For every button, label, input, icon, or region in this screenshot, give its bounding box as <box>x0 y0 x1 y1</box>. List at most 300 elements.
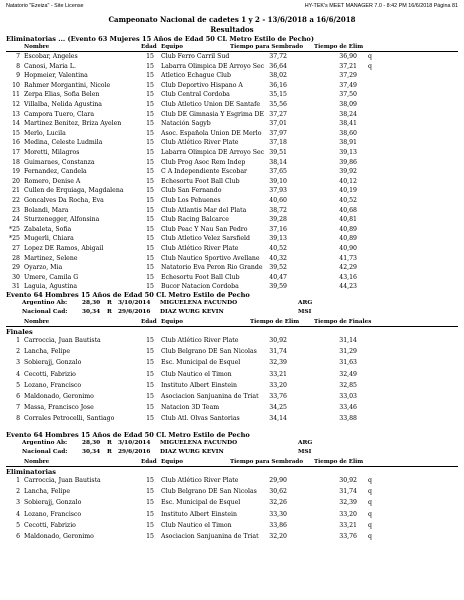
place-cell: 24 <box>12 216 20 224</box>
swimmer-name: Corrales Petrocelli, Santiago <box>24 415 115 423</box>
seed-time: 37,27 <box>269 110 287 118</box>
qualifier-mark: q <box>368 488 372 496</box>
age-cell: 15 <box>146 168 154 176</box>
record-row <box>0 300 464 309</box>
table-row <box>0 348 464 358</box>
place-cell: 13 <box>12 110 20 118</box>
record-date: 3/10/2014 <box>118 300 151 306</box>
place-cell: 6 <box>16 533 20 540</box>
result-time: 31,14 <box>339 337 357 344</box>
record-club: MSI <box>298 449 312 455</box>
result-time: 38,91 <box>339 139 357 147</box>
table-row <box>0 226 464 236</box>
result-time: 43,16 <box>339 273 357 281</box>
table-row <box>0 207 464 217</box>
record-holder: MIGUELENA FACUNDO <box>160 300 238 306</box>
divider <box>6 51 458 52</box>
table-row <box>0 393 464 403</box>
col-team: Equipo <box>161 319 184 325</box>
team-name: Club Peac Y Nau San Pedro <box>161 225 248 233</box>
col-seed: Tiempo para Sembrado <box>230 459 304 465</box>
table-row <box>0 216 464 226</box>
seed-time: 36,16 <box>269 81 287 89</box>
team-name: Club Nautico el Timon <box>161 370 232 378</box>
age-cell: 15 <box>146 129 154 137</box>
age-cell: 15 <box>146 510 154 518</box>
result-time: 40,52 <box>339 197 357 204</box>
place-cell: 4 <box>16 370 20 378</box>
age-cell: 15 <box>146 521 154 529</box>
divider <box>6 466 458 467</box>
seed-time: 40,47 <box>269 273 287 281</box>
table-row <box>0 72 464 82</box>
table-row <box>0 382 464 392</box>
result-time: 32,85 <box>339 381 357 389</box>
qualifier-mark: q <box>368 533 372 540</box>
swimmer-name: Cullen de Erquiaga, Magdalena <box>24 187 124 195</box>
place-cell: 12 <box>12 101 20 108</box>
table-row <box>0 235 464 245</box>
record-time: 30,34 <box>82 309 101 315</box>
seed-time: 31,74 <box>269 348 287 356</box>
seed-time: 40,60 <box>269 197 287 204</box>
record-flag: R <box>107 309 112 315</box>
table-row <box>0 371 464 381</box>
table-row <box>0 120 464 130</box>
result-time: 41,73 <box>339 254 357 262</box>
col-age: Edad <box>141 459 157 465</box>
place-cell: 7 <box>16 404 20 412</box>
event63-heading: Eliminatorias ... (Evento 63 Mujeres 15 Años de Edad 50 CL Metro Estilo de Pecho) <box>6 35 314 43</box>
age-cell: 15 <box>146 337 154 344</box>
seed-time: 32,20 <box>269 533 287 540</box>
age-cell: 15 <box>146 197 154 204</box>
qualifier-mark: q <box>368 477 372 484</box>
result-time: 36,90 <box>339 53 357 60</box>
team-name: Asociacion Sanjuanina de Triat <box>161 393 259 400</box>
swimmer-name: Moretti, Milagros <box>24 149 80 156</box>
team-name: Club San Fernando <box>161 187 222 195</box>
place-cell: 22 <box>12 197 20 204</box>
record-holder: DIAZ WURG KEVIN <box>160 449 224 455</box>
result-time: 32,49 <box>339 370 357 378</box>
team-name: Club Atlantis Mar del Plata <box>161 206 247 214</box>
age-cell: 15 <box>146 158 154 166</box>
seed-time: 33,30 <box>269 510 287 518</box>
age-cell: 15 <box>146 488 154 496</box>
age-cell: 15 <box>146 348 154 356</box>
record-club: MSI <box>298 309 312 315</box>
table-row <box>0 255 464 265</box>
seed-time: 40,32 <box>269 254 287 262</box>
swimmer-name: Lozano, Francisco <box>24 510 82 518</box>
team-name: Club Atlético River Plate <box>161 337 239 344</box>
place-cell: 6 <box>16 393 20 400</box>
age-cell: 15 <box>146 120 154 128</box>
event64a-heading: Evento 64 Hombres 15 Años de Edad 50 CL Metro Estilo de Pecho <box>6 291 250 299</box>
license-text: Natatorio "Ezeiza" - Site License <box>6 3 84 9</box>
table-row <box>0 337 464 347</box>
team-name: Natacion 3D Team <box>161 404 220 412</box>
record-time: 30,34 <box>82 449 101 455</box>
result-time: 31,63 <box>339 359 357 367</box>
col-final: Tiempo de Finales <box>314 319 372 325</box>
qualifier-mark: q <box>368 62 372 70</box>
team-name: Natación Sagyb <box>161 120 211 128</box>
record-row <box>0 309 464 318</box>
seed-time: 39,51 <box>269 149 287 156</box>
age-cell: 15 <box>146 91 154 99</box>
seed-time: 37,16 <box>269 225 287 233</box>
col-final: Tiempo de Elim <box>314 44 364 50</box>
team-name: Labarra Olimpica DE Arroyo Sec <box>161 62 265 70</box>
place-cell: 29 <box>12 264 20 272</box>
record-date: 29/6/2016 <box>118 309 151 315</box>
swimmer-name: Lancha, Felipe <box>24 488 71 496</box>
seed-time: 30,62 <box>269 488 287 496</box>
team-name: Club Los Pehuenes <box>161 197 221 204</box>
event64b-heading: Evento 64 Hombres 15 Años de Edad 50 CL Metro Estilo de Pecho <box>6 431 250 439</box>
col-seed: Tiempo de Elim <box>250 319 300 325</box>
place-cell: 30 <box>12 273 20 281</box>
age-cell: 15 <box>146 370 154 378</box>
place-cell: 5 <box>16 381 20 389</box>
table-row <box>0 63 464 73</box>
table-row <box>0 178 464 188</box>
table-row <box>0 533 464 543</box>
result-time: 42,29 <box>339 264 357 272</box>
team-name: Bucor Natacion Cordoba <box>161 283 239 291</box>
age-cell: 15 <box>146 283 154 291</box>
table-row <box>0 149 464 159</box>
result-time: 37,21 <box>339 62 357 70</box>
record-row <box>0 440 464 449</box>
team-name: Club Atletico Union DE Santafe <box>161 101 261 108</box>
seed-time: 37,97 <box>269 129 287 137</box>
place-cell: 7 <box>16 53 20 60</box>
table-row <box>0 511 464 521</box>
result-time: 39,86 <box>339 158 357 166</box>
result-time: 38,60 <box>339 129 357 137</box>
place-cell: 10 <box>12 81 20 89</box>
elim-label: Eliminatorias <box>6 468 56 476</box>
age-cell: 15 <box>146 359 154 367</box>
seed-time: 39,10 <box>269 177 287 185</box>
record-club: ARG <box>298 440 313 446</box>
age-cell: 15 <box>146 404 154 412</box>
swimmer-name: Escobar, Angeles <box>24 53 78 60</box>
table-row <box>0 168 464 178</box>
swimmer-name: Hopmeier, Valentina <box>24 72 88 80</box>
result-time: 40,90 <box>339 245 357 252</box>
swimmer-name: Lancha, Felipe <box>24 348 71 356</box>
result-time: 37,29 <box>339 72 357 80</box>
age-cell: 15 <box>146 206 154 214</box>
result-time: 38,09 <box>339 101 357 108</box>
result-time: 33,46 <box>339 404 357 412</box>
swimmer-name: Zerpa Elias, Sofia Belen <box>24 91 100 99</box>
place-cell: 18 <box>12 158 20 166</box>
place-cell: 9 <box>16 72 20 80</box>
place-cell: 11 <box>12 91 20 99</box>
age-cell: 15 <box>146 62 154 70</box>
swimmer-name: Merlo, Lucila <box>24 129 66 137</box>
table-row <box>0 82 464 92</box>
team-name: C A Independiente Escobar <box>161 168 247 176</box>
seed-time: 34,25 <box>269 404 287 412</box>
result-time: 40,19 <box>339 187 357 195</box>
team-name: Atletico Echague Club <box>161 72 231 80</box>
swimmer-name: Sturzenegger, Alfonsina <box>24 216 100 224</box>
seed-time: 34,14 <box>269 415 287 423</box>
team-name: Club Belgrano DE San Nicolas <box>161 488 257 496</box>
place-cell: 31 <box>12 283 20 291</box>
seed-time: 33,86 <box>269 521 287 529</box>
team-name: Club Prog Asoc Rem Indep <box>161 158 246 166</box>
swimmer-name: Sobierajj, Gonzalo <box>24 499 82 507</box>
team-name: Club Atlético River Plate <box>161 139 239 147</box>
team-name: Labarra Olimpica DE Arroyo Sec <box>161 149 265 156</box>
swimmer-name: Massa, Francisco Jose <box>24 404 94 412</box>
age-cell: 15 <box>146 415 154 423</box>
place-cell: 5 <box>16 521 20 529</box>
software-info: HY-TEK's MEET MANAGER 7.0 - 8:42 PM 16/6/2018 Página 81 <box>304 3 458 9</box>
seed-time: 37,72 <box>269 53 287 60</box>
seed-time: 32,39 <box>269 359 287 367</box>
place-cell: 15 <box>12 129 20 137</box>
team-name: Club Nautico Sportivo Avellane <box>161 254 260 262</box>
table-row <box>0 477 464 487</box>
seed-time: 36,64 <box>269 62 287 70</box>
swimmer-name: Fernandez, Candela <box>24 168 87 176</box>
swimmer-name: Rahmer Morgantini, Nicole <box>24 81 111 89</box>
seed-time: 37,18 <box>269 139 287 147</box>
result-time: 31,74 <box>339 488 357 496</box>
result-time: 33,20 <box>339 510 357 518</box>
team-name: Club Atlético River Plate <box>161 245 239 252</box>
team-name: Club DE Gimnasia Y Esgrima DE <box>161 110 264 118</box>
swimmer-name: Martinez, Selene <box>24 254 78 262</box>
swimmer-name: Villalba, Nelida Agustina <box>24 101 102 108</box>
record-label: Argentino Ab: <box>22 300 68 306</box>
team-name: Club Central Cordoba <box>161 91 230 99</box>
age-cell: 15 <box>146 149 154 156</box>
swimmer-name: Laguia, Agustina <box>24 283 78 291</box>
age-cell: 15 <box>146 477 154 484</box>
page-header <box>6 3 458 12</box>
team-name: Club Atl. Olvas Santorias <box>161 415 240 423</box>
finals-label: Finales <box>6 328 33 336</box>
table-row <box>0 274 464 284</box>
team-name: Natatorio Eva Peron Rio Grande <box>161 264 263 272</box>
swimmer-name: Medina, Celeste Ludmila <box>24 139 103 147</box>
age-cell: 15 <box>146 225 154 233</box>
result-time: 37,50 <box>339 91 357 99</box>
record-flag: R <box>107 440 112 446</box>
age-cell: 15 <box>146 235 154 243</box>
col-seed: Tiempo para Sembrado <box>230 44 304 50</box>
seed-time: 39,59 <box>269 283 287 291</box>
record-label: Nacional Cad: <box>22 449 68 455</box>
table-row <box>0 139 464 149</box>
place-cell: 4 <box>16 510 20 518</box>
result-time: 33,76 <box>339 533 357 540</box>
col-name: Nombre <box>24 459 50 465</box>
table-row <box>0 359 464 369</box>
table-row <box>0 101 464 111</box>
swimmer-name: Mugerli, Chiara <box>24 235 74 243</box>
result-time: 30,92 <box>339 477 357 484</box>
meet-title: Campeonato Nacional de cadetes 1 y 2 - 13/6/2018 a 16/6/2018 <box>108 15 356 24</box>
seed-time: 38,14 <box>269 158 287 166</box>
place-cell: 3 <box>16 499 20 507</box>
place-cell: 21 <box>12 187 20 195</box>
swimmer-name: Carroccia, Juan Bautista <box>24 337 101 344</box>
results-title: Resultados <box>210 25 254 34</box>
place-cell: 28 <box>12 254 20 262</box>
age-cell: 15 <box>146 264 154 272</box>
result-time: 40,89 <box>339 235 357 243</box>
swimmer-name: Maldonado, Geronimo <box>24 533 94 540</box>
age-cell: 15 <box>146 81 154 89</box>
qualifier-mark: q <box>368 521 372 529</box>
team-name: Club Racing Balcarce <box>161 216 229 224</box>
result-time: 33,88 <box>339 415 357 423</box>
team-name: Club Ferro Carril Sud <box>161 53 230 60</box>
result-time: 40,12 <box>339 177 357 185</box>
place-cell: 19 <box>12 168 20 176</box>
place-cell: 8 <box>16 415 20 423</box>
col-final: Tiempo de Elim <box>314 459 364 465</box>
swimmer-name: Sobierajj, Gonzalo <box>24 359 82 367</box>
place-cell: 14 <box>12 120 20 128</box>
result-time: 33,21 <box>339 521 357 529</box>
team-name: Club Nautico el Timon <box>161 521 232 529</box>
place-cell: 1 <box>16 477 20 484</box>
age-cell: 15 <box>146 254 154 262</box>
team-name: Esc. Municipal de Esquel <box>161 359 241 367</box>
swimmer-name: Carroccia, Juan Bautista <box>24 477 101 484</box>
record-holder: DIAZ WURG KEVIN <box>160 309 224 315</box>
seed-time: 37,65 <box>269 168 287 176</box>
age-cell: 15 <box>146 245 154 252</box>
table-row <box>0 111 464 121</box>
age-cell: 15 <box>146 216 154 224</box>
record-date: 29/6/2016 <box>118 449 151 455</box>
swimmer-name: Lozano, Francisco <box>24 381 82 389</box>
team-name: Asoc. Española Union DE Merlo <box>161 129 262 137</box>
qualifier-mark: q <box>368 53 372 60</box>
seed-time: 29,90 <box>269 477 287 484</box>
age-cell: 15 <box>146 273 154 281</box>
result-time: 39,92 <box>339 168 357 176</box>
age-cell: 15 <box>146 72 154 80</box>
seed-time: 40,52 <box>269 245 287 252</box>
team-name: Instituto Albert Einstein <box>161 381 237 389</box>
seed-time: 39,28 <box>269 216 287 224</box>
seed-time: 33,21 <box>269 370 287 378</box>
table-row <box>0 53 464 63</box>
seed-time: 30,92 <box>269 337 287 344</box>
swimmer-name: Maldonado, Geronimo <box>24 393 94 400</box>
seed-time: 32,26 <box>269 499 287 507</box>
col-age: Edad <box>141 319 157 325</box>
table-row <box>0 499 464 509</box>
table-row <box>0 404 464 414</box>
swimmer-name: Goncalves Da Rocha, Eva <box>24 197 104 204</box>
place-cell: 2 <box>16 348 20 356</box>
record-date: 3/10/2014 <box>118 440 151 446</box>
col-team: Equipo <box>161 459 184 465</box>
table-row <box>0 488 464 498</box>
swimmer-name: Oyarzo, Mia <box>24 264 63 272</box>
seed-time: 37,01 <box>269 120 287 128</box>
record-flag: R <box>107 449 112 455</box>
table-row <box>0 197 464 207</box>
team-name: Club Atletico Velez Sarsfield <box>161 235 250 243</box>
table-row <box>0 522 464 532</box>
swimmer-name: Bolandi, Mara <box>24 206 69 214</box>
place-cell: 20 <box>12 177 20 185</box>
record-flag: R <box>107 300 112 306</box>
age-cell: 15 <box>146 381 154 389</box>
record-time: 28,30 <box>82 440 101 446</box>
swimmer-name: Umere, Camila G <box>24 273 79 281</box>
team-name: Echesortu Foot Ball Club <box>161 273 240 281</box>
seed-time: 39,52 <box>269 264 287 272</box>
swimmer-name: Cecotti, Fabrizio <box>24 370 76 378</box>
result-time: 38,41 <box>339 120 357 128</box>
place-cell: *25 <box>9 225 20 233</box>
record-label: Argentino Ab: <box>22 440 68 446</box>
place-cell: 23 <box>12 206 20 214</box>
age-cell: 15 <box>146 101 154 108</box>
qualifier-mark: q <box>368 510 372 518</box>
swimmer-name: Cecotti, Fabrizio <box>24 521 76 529</box>
swimmer-name: Guimaraes, Constanza <box>24 158 95 166</box>
team-name: Instituto Albert Einstein <box>161 510 237 518</box>
table-row <box>0 245 464 255</box>
team-name: Esc. Municipal de Esquel <box>161 499 241 507</box>
place-cell: 2 <box>16 488 20 496</box>
seed-time: 33,76 <box>269 393 287 400</box>
record-time: 28,30 <box>82 300 101 306</box>
swimmer-name: Lopez DE Ramos, Abigail <box>24 245 104 252</box>
team-name: Club Belgrano DE San Nicolas <box>161 348 257 356</box>
team-name: Echesortu Foot Ball Club <box>161 177 240 185</box>
seed-time: 35,15 <box>269 91 287 99</box>
seed-time: 38,72 <box>269 206 287 214</box>
seed-time: 35,56 <box>269 101 287 108</box>
place-cell: *25 <box>9 235 20 243</box>
result-time: 44,23 <box>339 283 357 291</box>
place-cell: 1 <box>16 337 20 344</box>
result-time: 40,89 <box>339 225 357 233</box>
seed-time: 33,20 <box>269 381 287 389</box>
result-time: 31,29 <box>339 348 357 356</box>
team-name: Asociacion Sanjuanina de Triat <box>161 533 259 540</box>
result-time: 39,13 <box>339 149 357 156</box>
record-holder: MIGUELENA FACUNDO <box>160 440 238 446</box>
qualifier-mark: q <box>368 499 372 507</box>
age-cell: 15 <box>146 187 154 195</box>
swimmer-name: Zabaleta, Sofia <box>24 225 72 233</box>
record-club: ARG <box>298 300 313 306</box>
age-cell: 15 <box>146 177 154 185</box>
result-time: 38,24 <box>339 110 357 118</box>
place-cell: 27 <box>12 245 20 252</box>
place-cell: 17 <box>12 149 20 156</box>
